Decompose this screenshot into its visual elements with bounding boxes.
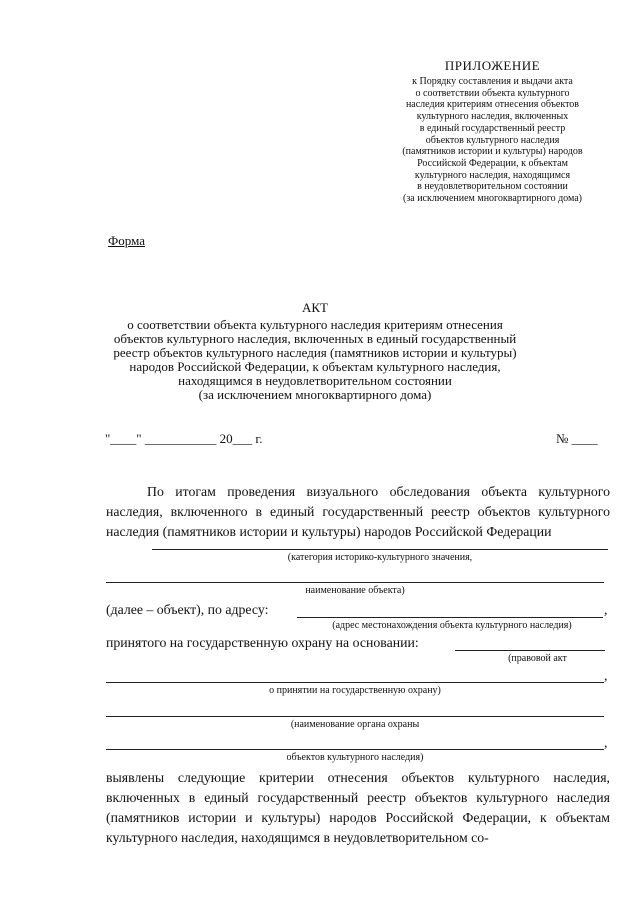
act-subtitle-line: объектов культурного наследия, включенных в единый государственный (113, 331, 517, 346)
basis-label: принятого на государственную охрану на основании: (106, 635, 419, 650)
authority-blank (106, 716, 604, 717)
number-field: № ____ (556, 431, 598, 446)
act-heading (100, 300, 530, 402)
authority-objects-caption: объектов культурного наследия) (286, 752, 424, 763)
appendix-title: ПРИЛОЖЕНИЕ (444, 58, 541, 73)
category-caption: (категория историко-культурного значения, (287, 552, 473, 563)
appendix-line: объектов культурного наследия (425, 134, 560, 146)
appendix-line: в единый государственный реестр (419, 122, 566, 134)
appendix-line: к Порядку составления и выдачи акта (412, 76, 573, 87)
intro-paragraph: По итогам проведения визуального обследования объекта культурного наследия, включенного в единый государственный реестр объектов культурного наследия (памятников истории и культуры) народов Российской Федерации (106, 484, 610, 539)
form-label: Форма (108, 233, 145, 248)
authority-objects-blank (106, 749, 604, 750)
act-subtitle-line: (за исключением многоквартирного дома) (198, 387, 432, 402)
comma: , (604, 735, 608, 750)
act-subtitle-line: народов Российской Федерации, к объектам культурного наследия, (129, 359, 501, 374)
appendix-line: о соответствии объекта культурного (415, 87, 570, 99)
act-subtitle-line: находящимся в неудовлетворительном состоянии (178, 373, 452, 388)
appendix-line: в неудовлетворительном состоянии (417, 181, 568, 193)
category-blank (152, 549, 608, 550)
appendix-line: (за исключением многоквартирного дома) (402, 193, 583, 205)
legal-act-caption: (правовой акт (508, 653, 567, 664)
act-title: АКТ (302, 300, 328, 315)
appendix-line: (памятников истории и культуры) народов (402, 146, 583, 158)
closing-paragraph: выявлены следующие критерии отнесения объектов культурного наследия, включенных в единый государственный реестр объектов культурного наследия (памятников истории и культуры) народов Российской Федерации, к объектам культурного наследия, находящимся в неудовлетворительном со- (106, 770, 610, 845)
comma: , (604, 668, 608, 683)
legal-act-blank (455, 650, 605, 651)
act-subtitle-line: о соответствии объекта культурного наследия критериям отнесения (127, 317, 503, 332)
date-field: "____" ___________ 20___ г. (105, 431, 263, 446)
acceptance-caption: о принятии на государственную охрану) (269, 685, 441, 696)
appendix-line: наследия критериям отнесения объектов (405, 99, 580, 111)
appendix-header (370, 58, 615, 205)
address-caption: (адрес местонахождения объекта культурного наследия) (332, 620, 572, 631)
act-subtitle-line: реестр объектов культурного наследия (памятников истории и культуры) (113, 345, 517, 360)
address-label: (далее – объект), по адресу: (106, 602, 269, 617)
comma: , (604, 602, 608, 617)
appendix-line: Российской Федерации, к объектам (417, 157, 568, 169)
object-name-blank (106, 582, 604, 583)
appendix-line: культурного наследия, включенных (416, 111, 569, 123)
acceptance-blank (106, 682, 604, 683)
appendix-line: культурного наследия, находящимся (414, 169, 571, 181)
authority-caption: (наименование органа охраны (290, 719, 420, 730)
object-name-caption: наименование объекта) (305, 585, 405, 596)
address-blank (297, 617, 603, 618)
